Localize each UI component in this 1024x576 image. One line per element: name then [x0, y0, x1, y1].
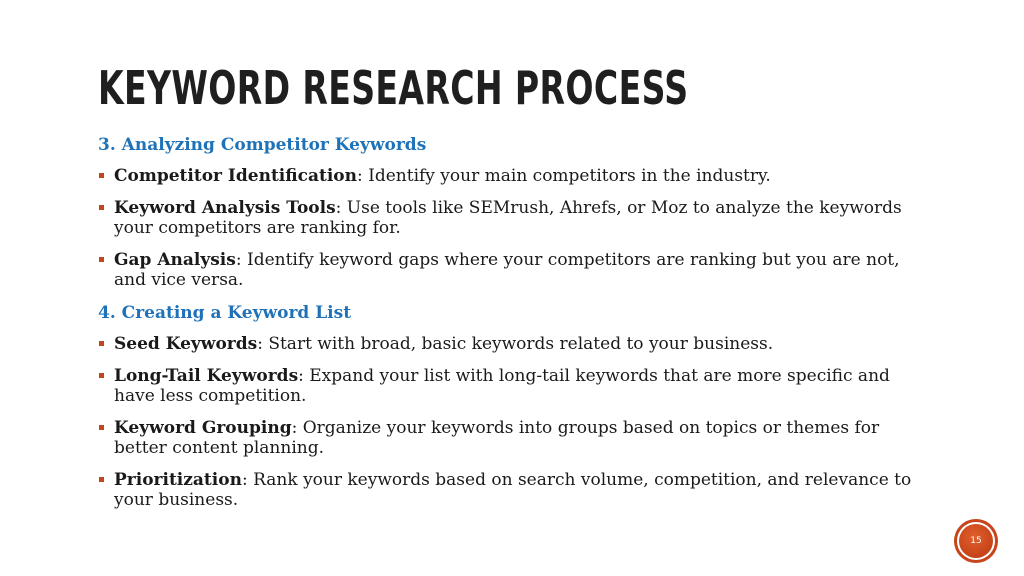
list-item: [98, 366, 928, 406]
slide-content: [98, 134, 928, 522]
bullet-term: Prioritization: [114, 470, 242, 490]
bullet-term: Seed Keywords: [114, 334, 258, 354]
slide-title: KEYWORD RESEARCH PROCESS: [98, 61, 689, 115]
square-bullet-icon: [99, 205, 104, 210]
bullet-term: Competitor Identification: [114, 166, 357, 186]
list-item: [98, 166, 928, 186]
bullet-text: : Use tools like SEMrush, Ahrefs, or Moz to analyze the keywords your competitors are ranking for.: [114, 198, 902, 238]
section-heading-competitor-keywords: 3. Analyzing Competitor Keywords: [98, 135, 427, 155]
list-item: [98, 334, 928, 354]
section-heading-keyword-list: 4. Creating a Keyword List: [98, 303, 352, 323]
slide-number-badge: 15: [957, 522, 995, 560]
bullet-term: Keyword Analysis Tools: [114, 198, 336, 218]
bullet-text: : Organize your keywords into groups based on topics or themes for better content planning.: [114, 418, 880, 458]
bullet-text: : Expand your list with long-tail keywords that are more specific and have less competition.: [114, 366, 890, 406]
bullet-term: Long-Tail Keywords: [114, 366, 299, 386]
bullet-text: : Start with broad, basic keywords related to your business.: [257, 334, 774, 354]
square-bullet-icon: [99, 341, 104, 346]
list-item: [98, 418, 928, 458]
bullet-term: Gap Analysis: [114, 250, 236, 270]
bullet-list-keyword-list: [98, 334, 928, 510]
bullet-text: : Identify your main competitors in the industry.: [357, 166, 771, 186]
square-bullet-icon: [99, 425, 104, 430]
list-item: [98, 470, 928, 510]
bullet-list-competitor-keywords: [98, 166, 928, 290]
square-bullet-icon: [99, 173, 104, 178]
square-bullet-icon: [99, 373, 104, 378]
square-bullet-icon: [99, 257, 104, 262]
list-item: [98, 198, 928, 238]
bullet-text: : Rank your keywords based on search volume, competition, and relevance to your business.: [114, 470, 912, 510]
bullet-term: Keyword Grouping: [114, 418, 292, 438]
bullet-text: : Identify keyword gaps where your competitors are ranking but you are not, and vice versa.: [114, 250, 900, 290]
square-bullet-icon: [99, 477, 104, 482]
list-item: [98, 250, 928, 290]
